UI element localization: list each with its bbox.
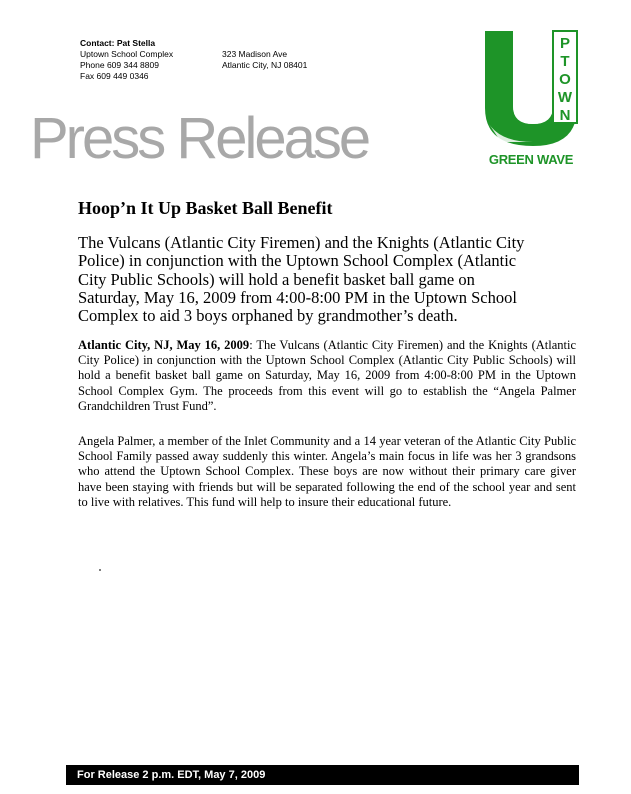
- logo-letter-w: W: [557, 89, 573, 106]
- stray-dot: [99, 569, 101, 571]
- uptown-logo: [481, 28, 581, 178]
- dateline: Atlantic City, NJ, May 16, 2009: [78, 338, 250, 352]
- body-paragraph-2: Angela Palmer, a member of the Inlet Community and a 14 year veteran of the Atlantic City Public School Family passed away suddenly this winter. Angela’s main focus in life was her 3 grandsons who attend the Uptown School Complex. These boys are now without their primary care giver have been staying with friends but will be separated following the end of the school year and sent to live with relatives. This fund will help to insure their educational future.: [78, 434, 576, 509]
- contact-phone: Phone 609 344 8809: [80, 60, 159, 70]
- headline: Hoop’n It Up Basket Ball Benefit: [78, 198, 333, 218]
- lead-paragraph: The Vulcans (Atlantic City Firemen) and the Knights (Atlantic City Police) in conjunction with the Uptown School Complex (Atlantic City Public Schools) will hold a benefit basket ball game on Saturday, May 16, 2009 from 4:00-8:00 PM in the Uptown School Complex to aid 3 boys orphaned by grandmother’s death.: [78, 233, 525, 326]
- press-release-title: Press Release: [30, 106, 369, 171]
- release-footer-bar: [66, 765, 579, 785]
- body-paragraph-1-text: : The Vulcans (Atlantic City Firemen) and the Knights (Atlantic City Police) in conjunction with the Uptown School Complex (Atlantic City Public Schools) will hold a benefit basket ball game on Saturday, May 16, 2009 from 4:00-8:00 PM in the Uptown School Complex Gym. The proceeds from this event will go to establish the “Angela Palmer Grandchildren Trust Fund”.: [78, 338, 576, 413]
- address-street: 323 Madison Ave: [222, 49, 288, 59]
- contact-name: Contact: Pat Stella: [80, 38, 156, 48]
- contact-fax: Fax 609 449 0346: [80, 71, 149, 81]
- contact-org: Uptown School Complex: [80, 49, 174, 59]
- logo-letter-t: T: [560, 53, 570, 70]
- logo-letter-n: N: [559, 107, 571, 124]
- logo-letter-o: O: [559, 71, 571, 88]
- uptown-u-icon: [481, 28, 581, 150]
- address-block: [222, 49, 307, 71]
- body-paragraph-1: [78, 338, 576, 414]
- logo-caption: GREEN WAVE: [488, 152, 574, 167]
- release-footer-text: For Release 2 p.m. EDT, May 7, 2009: [77, 769, 266, 781]
- logo-letter-p: P: [559, 35, 571, 52]
- address-city: Atlantic City, NJ 08401: [222, 60, 308, 70]
- contact-block: [80, 38, 173, 82]
